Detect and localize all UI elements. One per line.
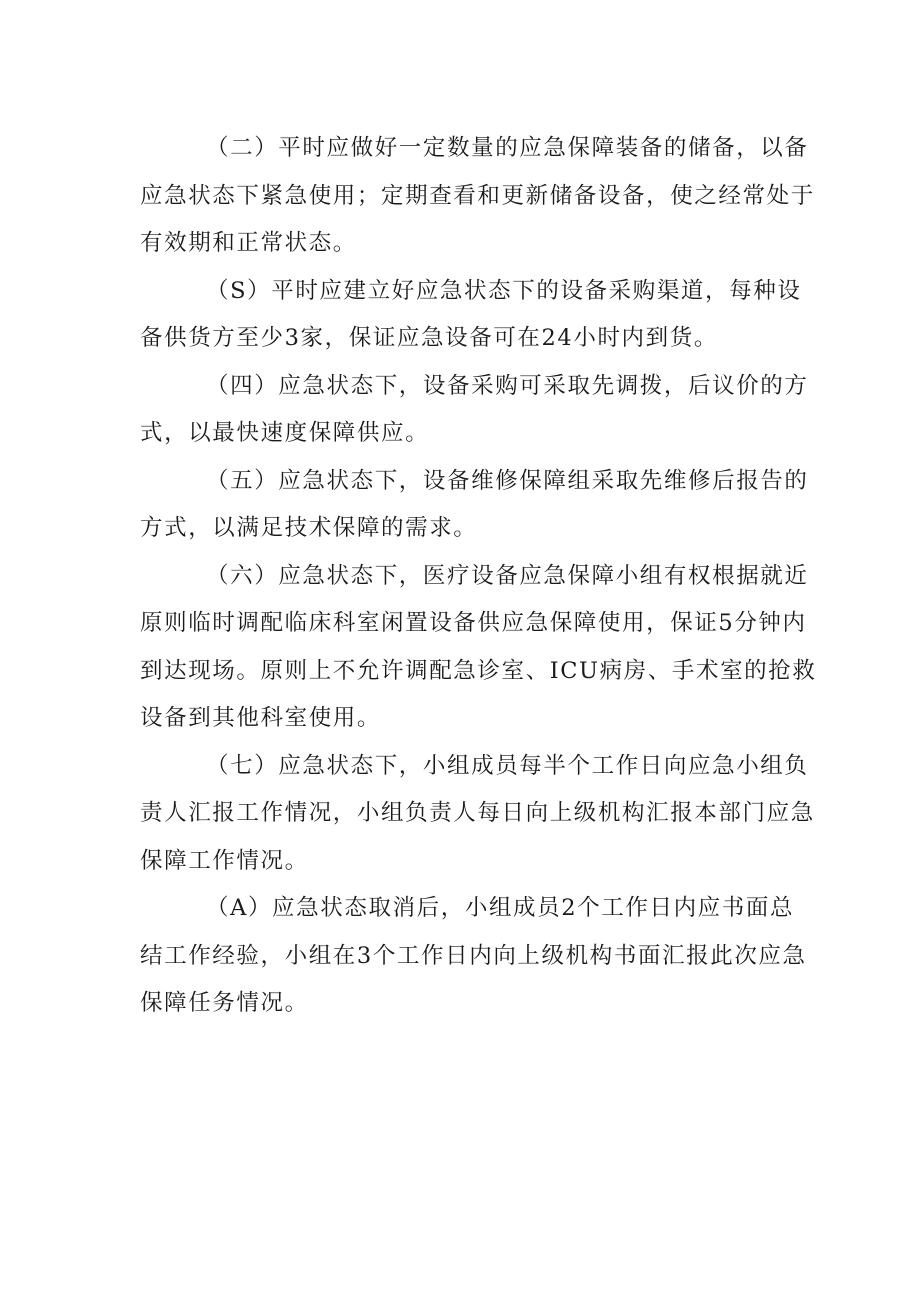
paragraph-line: 保障任务情况。 (140, 990, 309, 1016)
paragraph-line: （六）应急状态下，医疗设备应急保障小组有权根据就近 (206, 562, 809, 589)
paragraph-line: 设备到其他科室使用。 (140, 705, 382, 731)
paragraph-7 (140, 743, 815, 886)
paragraph-line: 责人汇报工作情况，小组负责人每日向上级机构汇报本部门应急 (140, 800, 815, 826)
paragraph-line: 保障工作情况。 (140, 847, 309, 874)
paragraph-4 (140, 363, 809, 458)
paragraph-line: （五）应急状态下，设备维修保障组采取先维修后报告的 (206, 467, 809, 494)
paragraph-8 (140, 885, 807, 1028)
paragraph-line: 到达现场。原则上不允许调配急诊室、ICU病房、手术室的抢救 (140, 657, 817, 684)
paragraph-line: （二）平时应做好一定数量的应急保障装备的储备，以备 (206, 135, 809, 161)
paragraph-5 (140, 458, 809, 553)
paragraph-line: 备供货方至少3家，保证应急设备可在24小时内到货。 (140, 325, 718, 351)
paragraph-2 (140, 125, 815, 268)
document-body (140, 125, 817, 1028)
paragraph-line: 有效期和正常状态。 (140, 230, 357, 256)
paragraph-line: （S）平时应建立好应急状态下的设备采购渠道，每种设 (206, 277, 802, 304)
paragraph-6 (140, 553, 817, 743)
paragraph-line: （四）应急状态下，设备采购可采取先调拨，后议价的方 (206, 372, 809, 399)
paragraph-line: 方式，以满足技术保障的需求。 (140, 515, 478, 541)
paragraph-line: （七）应急状态下，小组成员每半个工作日向应急小组负 (206, 752, 809, 779)
paragraph-line: 结工作经验，小组在3个工作日内向上级机构书面汇报此次应急 (140, 942, 807, 969)
paragraph-line: （A）应急状态取消后，小组成员2个工作日内应书面总 (206, 895, 795, 921)
paragraph-line: 式，以最快速度保障供应。 (140, 420, 430, 446)
paragraph-line: 原则临时调配临床科室闲置设备供应急保障使用，保证5分钟内 (140, 610, 807, 636)
paragraph-3 (140, 268, 802, 363)
paragraph-line: 应急状态下紧急使用；定期查看和更新储备设备，使之经常处于 (140, 182, 815, 209)
